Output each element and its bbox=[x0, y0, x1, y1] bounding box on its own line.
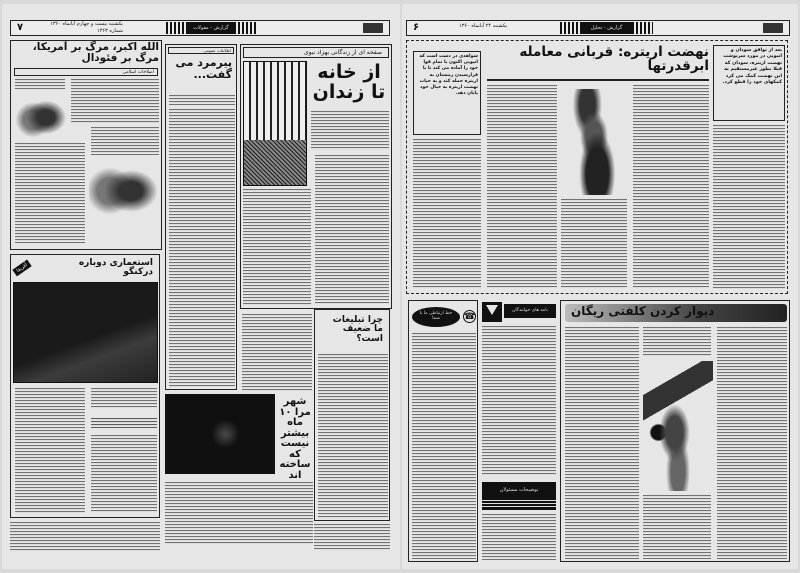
cartoon-image bbox=[89, 158, 159, 218]
headline-bar bbox=[565, 304, 787, 322]
telephone-icon: ☎ bbox=[464, 312, 476, 322]
section-banner: گزارش - مقولات bbox=[166, 22, 256, 34]
kicker: اطلاعات عمومی bbox=[168, 47, 234, 54]
article-headline: چرا تبلیغات ما ضعیف است؟ bbox=[332, 315, 383, 344]
date-line: یکشنبه ۲۴ آبانماه ۱۳۶۰ bbox=[459, 23, 507, 29]
old-man-article bbox=[165, 44, 237, 390]
reader-contact-column bbox=[408, 300, 478, 562]
date-line: یکشنبه بیست و چهارم آبانماه ۱۳۶۰ bbox=[50, 21, 123, 27]
phone-contact-badge: خط ارتباطی ما با شما bbox=[412, 307, 460, 327]
officials-box: توضیحات مسئولان bbox=[482, 482, 556, 510]
article-headline: استعماری دوباره درکنگو bbox=[78, 258, 153, 278]
reagan-cartoon bbox=[643, 361, 713, 491]
section-logo bbox=[482, 302, 502, 322]
newspaper-logo bbox=[763, 23, 783, 33]
left-newspaper-page bbox=[2, 4, 400, 569]
byline-bar: اصلاحات اسلامی bbox=[14, 68, 158, 76]
cartoon-image bbox=[15, 91, 67, 139]
congo-article bbox=[10, 254, 160, 518]
right-page-header bbox=[406, 20, 790, 36]
prison-article bbox=[240, 44, 392, 309]
page-number: ۷ bbox=[17, 22, 24, 33]
side-summary: بعد از توافق سودان و اتیوپی در مورد سرنوشت نهضت اریتره، سودان که قبلا بطور غیرمستقیم به این نهضت کمک می کرد کمکهای خود را قطع کرد. bbox=[713, 45, 785, 121]
letters-banner: نامه های خوانندگان bbox=[504, 304, 556, 318]
right-newspaper-page bbox=[402, 4, 798, 569]
pull-quote-box: شواهدی در دست است که اتیوپی اکنون با تمام قوا خود را آماده می کند تا با فرارسیدن زمستان به اریتره حمله کند و به حیات نهضت اریتره به خیال خود پایان دهد. bbox=[413, 51, 481, 135]
congo-photo bbox=[13, 282, 158, 383]
article-headline: از خانه تا زندان bbox=[312, 61, 386, 103]
eritrea-article bbox=[406, 40, 788, 294]
kicker-bar: صفحه ای از زندگانی بهزاد نبوی bbox=[243, 47, 389, 58]
eritrea-cartoon bbox=[561, 89, 627, 195]
left-page-header bbox=[10, 20, 390, 36]
article-headline: نهضت اریتره: قربانی معامله ابرقدرتها bbox=[519, 44, 709, 75]
prison-bars-illustration bbox=[243, 61, 307, 186]
issue-line: شماره ۱۳۶۳ bbox=[97, 28, 123, 34]
propaganda-article bbox=[314, 309, 390, 521]
night-city-photo bbox=[165, 394, 275, 474]
corner-tag: آفریقا bbox=[12, 260, 31, 277]
newspaper-logo bbox=[363, 23, 383, 33]
article-headline: پیرمرد می گفت... bbox=[175, 56, 232, 81]
reagan-article bbox=[560, 300, 790, 562]
letters-column bbox=[482, 300, 556, 562]
section-banner: گزارش - تحلیل bbox=[560, 22, 653, 34]
article-headline: شهر مرا ۱۰ ماه بیشتر نیست که ساخته اند bbox=[279, 396, 311, 481]
article-headline: دیوار کردن کلفتی ریگان bbox=[571, 304, 715, 318]
page-number: ۶ bbox=[413, 22, 420, 33]
article-headline: الله اکبر، مرگ بر آمریکا، مرگ بر فئودال bbox=[32, 41, 159, 65]
slogan-article bbox=[10, 40, 162, 250]
